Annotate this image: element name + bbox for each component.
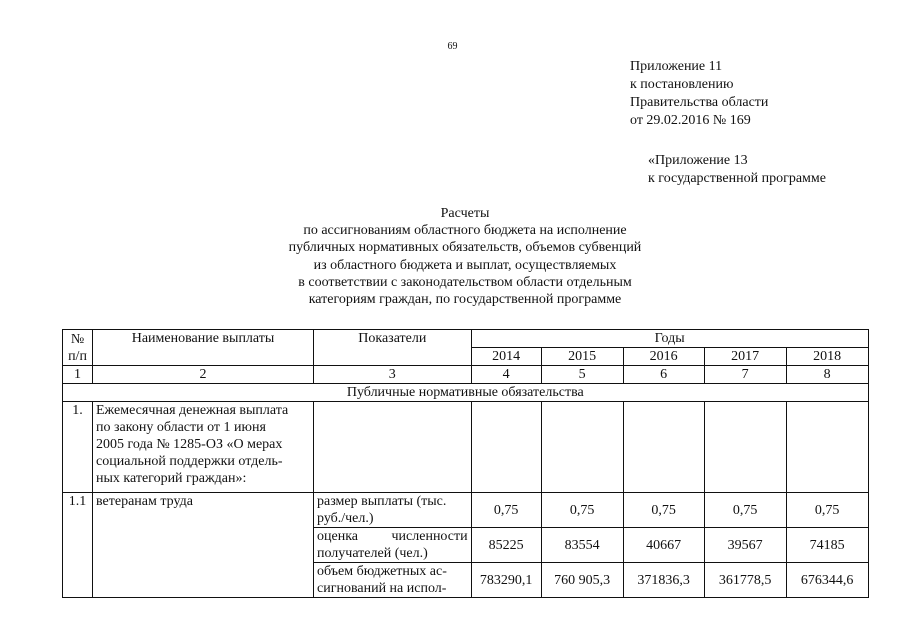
calculation-table [62,329,869,598]
payment-name-line: ных категорий граждан»: [96,471,247,486]
value-cell: 0,75 [786,493,868,528]
appendix-11-block [630,58,768,130]
appendix-13-line: «Приложение 13 [648,153,748,168]
value-cell: 676344,6 [786,563,868,598]
payment-name: ветеранам труда [93,493,314,598]
year-cell: 2018 [786,348,868,366]
section-title: Публичные нормативные обязательства [63,384,869,402]
header-name: Наименование выплаты [93,330,314,366]
value-cell: 0,75 [471,493,541,528]
page-number: 69 [447,41,458,52]
value-cell: 83554 [541,528,623,563]
year-cell: 2017 [704,348,786,366]
payment-name-line: 2005 года № 1285-ОЗ «О мерах [96,437,283,452]
header-num-line2: п/п [68,348,87,364]
value-cell [541,402,623,493]
payment-name [93,402,314,493]
indicator-label [314,493,472,528]
table-row [63,402,869,493]
indicator-label-line: сигнований на испол- [317,581,447,596]
column-number: 4 [471,366,541,384]
column-number: 5 [541,366,623,384]
payment-name-line: Ежемесячная денежная выплата [96,403,289,418]
indicator-label [314,563,472,598]
value-cell: 39567 [704,528,786,563]
value-cell [704,402,786,493]
row-num: 1.1 [63,493,93,598]
appendix-11-line: от 29.02.2016 № 169 [630,113,751,128]
column-number: 8 [786,366,868,384]
column-number: 7 [704,366,786,384]
value-cell [623,402,704,493]
table-header-row [63,330,869,348]
appendix-11-line: к постановлению [630,77,734,92]
value-cell: 74185 [786,528,868,563]
indicator-label-line: объем бюджетных ас- [317,564,447,579]
value-cell: 0,75 [541,493,623,528]
indicator-label-line: руб./чел.) [317,511,374,526]
title-line: Расчеты [440,206,490,221]
column-number: 2 [93,366,314,384]
title-line: категориям граждан, по государственной программе [308,292,622,308]
year-cell: 2014 [471,348,541,366]
column-number: 3 [314,366,472,384]
value-cell [786,402,868,493]
appendix-13-block [648,152,826,188]
value-cell: 0,75 [704,493,786,528]
header-indicators: Показатели [314,330,472,366]
column-number: 1 [63,366,93,384]
document-title [210,205,720,308]
value-cell: 85225 [471,528,541,563]
section-title-row [63,384,869,402]
value-cell [471,402,541,493]
row-num: 1. [63,402,93,493]
indicator-label [314,528,472,563]
indicator-label-line: оценка численности [317,529,468,544]
column-number: 6 [623,366,704,384]
title-line: публичных нормативных обязательств, объемов субвенций [288,240,642,256]
value-cell: 0,75 [623,493,704,528]
value-cell: 760 905,3 [541,563,623,598]
title-line: в соответствии с законодательством области отдельным [298,274,632,290]
header-num-line1: № [70,331,85,347]
value-cell: 783290,1 [471,563,541,598]
appendix-13-line: к государственной программе [648,171,826,186]
value-cell: 371836,3 [623,563,704,598]
value-cell: 40667 [623,528,704,563]
value-cell: 361778,5 [704,563,786,598]
year-cell: 2015 [541,348,623,366]
title-line: из областного бюджета и выплат, осуществляемых [313,257,617,273]
indicator-label-line: размер выплаты (тыс. [317,494,447,509]
header-num [63,330,93,366]
indicator-label-line: получателей (чел.) [317,546,428,561]
payment-name-line: по закону области от 1 июня [96,420,266,435]
appendix-11-line: Приложение 11 [630,59,723,74]
table-row [63,493,869,528]
year-cell: 2016 [623,348,704,366]
payment-name-line: социальной поддержки отдель- [96,454,283,469]
appendix-11-line: Правительства области [630,95,769,110]
header-years: Годы [471,330,868,348]
indicator-cell [314,402,472,493]
title-line: по ассигнованиям областного бюджета на исполнение [303,223,627,239]
column-numbers-row [63,366,869,384]
